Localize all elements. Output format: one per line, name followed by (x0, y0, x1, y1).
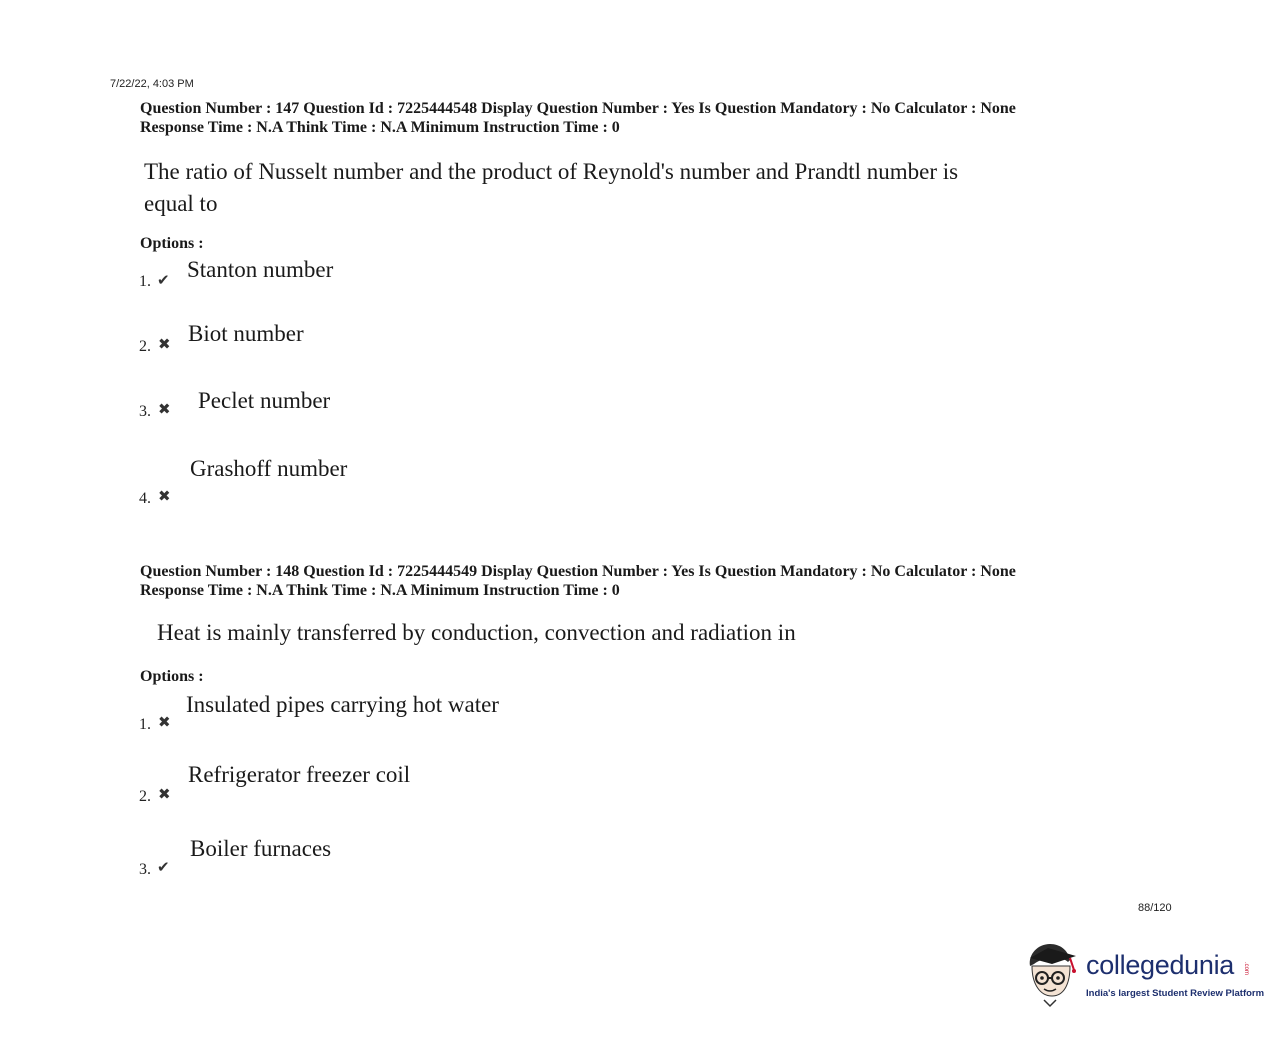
wrong-cross-icon: ✖ (158, 402, 171, 418)
option-text: Boiler furnaces (190, 836, 332, 861)
options-label: Options : (140, 668, 204, 685)
logo-wordmark: collegedunia (1086, 950, 1235, 980)
option-text: Stanton number (187, 257, 334, 282)
option-number: 2. (139, 788, 151, 805)
timestamp: 7/22/22, 4:03 PM (110, 78, 194, 90)
page-number: 88/120 (1138, 902, 1172, 914)
option-number: 3. (139, 403, 151, 420)
question-meta-line-2: Response Time : N.A Think Time : N.A Minimum Instruction Time : 0 (140, 582, 620, 599)
question-meta-line-1: Question Number : 148 Question Id : 7225444549 Display Question Number : Yes Is Question Mandatory : No Calculator : None (140, 563, 1016, 580)
mascot-icon (1024, 938, 1084, 1010)
correct-check-icon: ✔ (157, 860, 170, 876)
question-text-line-1: The ratio of Nusselt number and the product of Reynold's number and Prandtl number is (144, 159, 959, 184)
option-text: Biot number (188, 321, 304, 346)
question-text-line-2: equal to (144, 191, 218, 216)
wrong-cross-icon: ✖ (158, 489, 171, 505)
logo-tagline: India's largest Student Review Platform (1086, 988, 1265, 999)
question-meta-line-2: Response Time : N.A Think Time : N.A Minimum Instruction Time : 0 (140, 119, 620, 136)
wrong-cross-icon: ✖ (158, 715, 171, 731)
wrong-cross-icon: ✖ (158, 337, 171, 353)
option-text: Insulated pipes carrying hot water (186, 692, 499, 717)
option-text: Peclet number (198, 388, 331, 413)
question-meta-line-1: Question Number : 147 Question Id : 7225444548 Display Question Number : Yes Is Question Mandatory : No Calculator : None (140, 100, 1016, 117)
question-text-line-1: Heat is mainly transferred by conduction, convection and radiation in (157, 620, 796, 645)
correct-check-icon: ✔ (157, 273, 170, 289)
logo-domain-suffix: .com (1243, 962, 1249, 976)
wrong-cross-icon: ✖ (158, 787, 171, 803)
option-text: Refrigerator freezer coil (188, 762, 411, 787)
option-number: 1. (139, 273, 151, 290)
options-label: Options : (140, 235, 204, 252)
option-number: 3. (139, 861, 151, 878)
option-text: Grashoff number (190, 456, 348, 481)
option-number: 1. (139, 716, 151, 733)
option-number: 2. (139, 338, 151, 355)
option-number: 4. (139, 490, 151, 507)
collegedunia-logo (1024, 938, 1265, 1010)
